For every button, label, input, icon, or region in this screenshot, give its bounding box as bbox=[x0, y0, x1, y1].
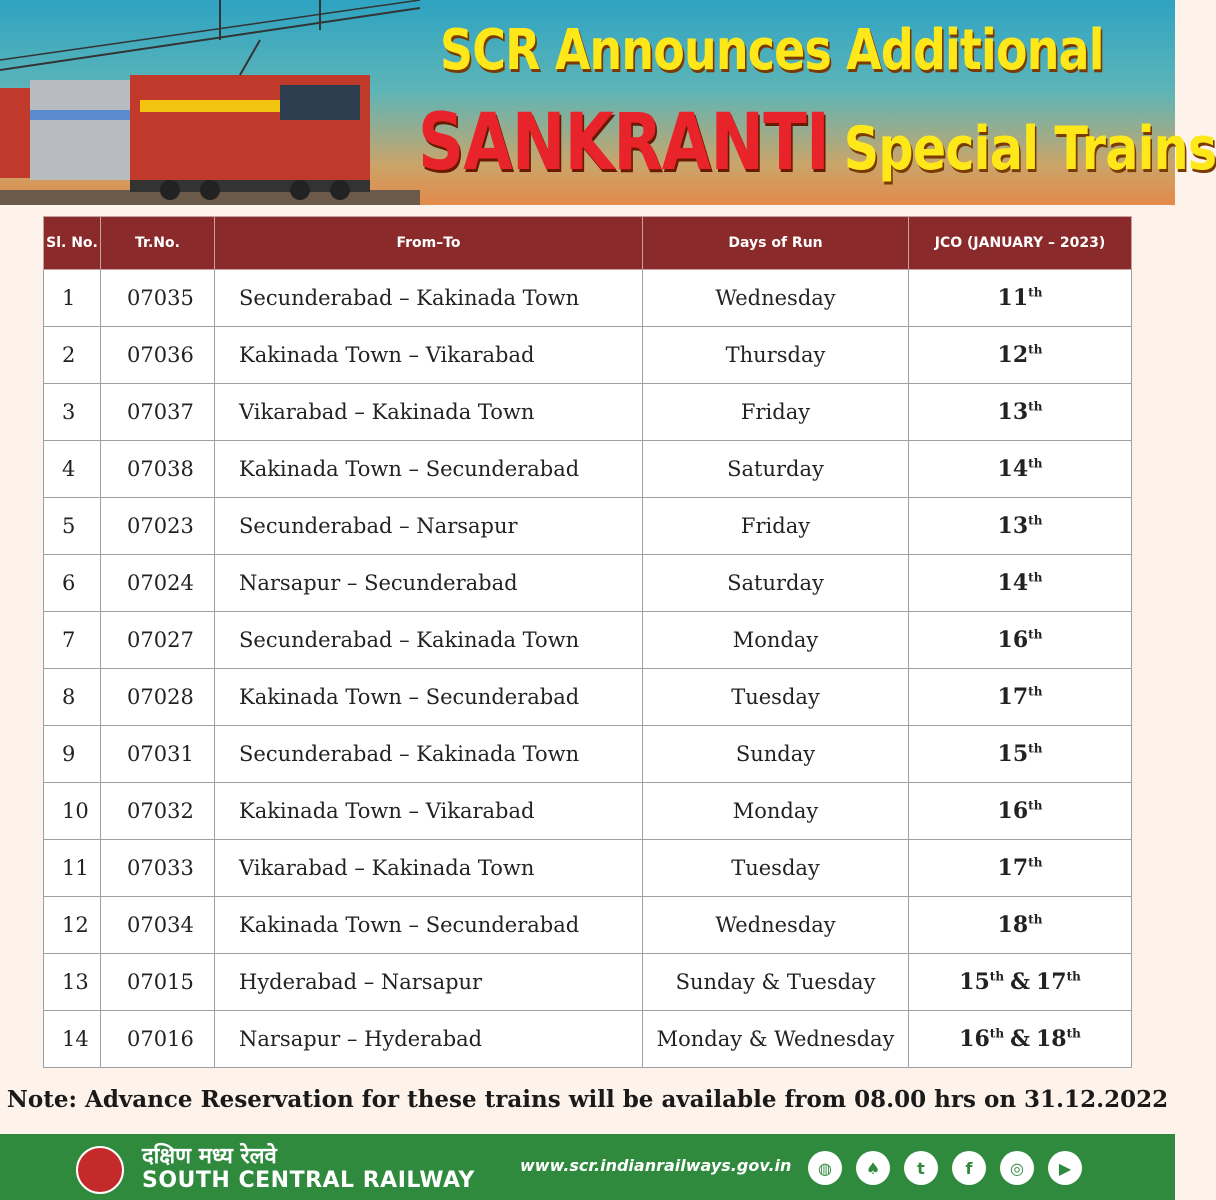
footer-bar bbox=[0, 1134, 1175, 1200]
jco-suffix: th bbox=[1028, 285, 1043, 300]
facebook-icon[interactable]: f bbox=[952, 1151, 986, 1185]
cell-train-no: 07032 bbox=[101, 783, 215, 840]
jco-suffix: th bbox=[1028, 741, 1043, 756]
jco-date: 15 bbox=[997, 741, 1029, 767]
cell-train-no: 07038 bbox=[101, 441, 215, 498]
globe-icon[interactable]: ◍ bbox=[808, 1151, 842, 1185]
footer-english-name: SOUTH CENTRAL RAILWAY bbox=[142, 1168, 475, 1193]
cell-jco bbox=[909, 555, 1132, 612]
cell-days: Friday bbox=[643, 384, 909, 441]
table-row bbox=[44, 954, 1132, 1011]
jco-suffix: th bbox=[1028, 399, 1043, 414]
jco-joiner: & bbox=[1010, 1026, 1030, 1052]
jco-suffix: th bbox=[1028, 798, 1043, 813]
table-row bbox=[44, 327, 1132, 384]
cell-days: Wednesday bbox=[643, 897, 909, 954]
jco-date: 11 bbox=[997, 285, 1029, 311]
cell-route: Vikarabad – Kakinada Town bbox=[215, 384, 643, 441]
cell-days: Thursday bbox=[643, 327, 909, 384]
cell-days: Sunday & Tuesday bbox=[643, 954, 909, 1011]
jco-date: 14 bbox=[997, 570, 1029, 596]
twitter-icon[interactable]: t bbox=[904, 1151, 938, 1185]
trains-table-container bbox=[43, 216, 1131, 1068]
cell-days: Tuesday bbox=[643, 840, 909, 897]
jco-suffix: th bbox=[1028, 342, 1043, 357]
cell-train-no: 07016 bbox=[101, 1011, 215, 1068]
cell-sl-no: 10 bbox=[44, 783, 101, 840]
cell-sl-no: 14 bbox=[44, 1011, 101, 1068]
cell-train-no: 07036 bbox=[101, 327, 215, 384]
cell-route: Narsapur – Hyderabad bbox=[215, 1011, 643, 1068]
cell-jco bbox=[909, 612, 1132, 669]
cell-jco bbox=[909, 270, 1132, 327]
cell-days: Sunday bbox=[643, 726, 909, 783]
cell-route: Kakinada Town – Vikarabad bbox=[215, 327, 643, 384]
cell-route: Hyderabad – Narsapur bbox=[215, 954, 643, 1011]
cell-route: Narsapur – Secunderabad bbox=[215, 555, 643, 612]
cell-days: Friday bbox=[643, 498, 909, 555]
cell-route: Kakinada Town – Secunderabad bbox=[215, 897, 643, 954]
cell-sl-no: 8 bbox=[44, 669, 101, 726]
cell-jco bbox=[909, 783, 1132, 840]
jco-suffix: th bbox=[1028, 627, 1043, 642]
cell-jco bbox=[909, 897, 1132, 954]
youtube-icon[interactable]: ▶ bbox=[1048, 1151, 1082, 1185]
jco-suffix: th bbox=[1066, 969, 1081, 984]
table-row bbox=[44, 612, 1132, 669]
cell-route: Secunderabad – Narsapur bbox=[215, 498, 643, 555]
cell-route: Secunderabad – Kakinada Town bbox=[215, 612, 643, 669]
jco-date: 12 bbox=[997, 342, 1029, 368]
cell-jco bbox=[909, 954, 1132, 1011]
cell-jco bbox=[909, 441, 1132, 498]
cell-jco bbox=[909, 498, 1132, 555]
cell-days: Monday & Wednesday bbox=[643, 1011, 909, 1068]
cell-sl-no: 12 bbox=[44, 897, 101, 954]
cell-jco bbox=[909, 327, 1132, 384]
jco-date: 13 bbox=[997, 399, 1029, 425]
cell-route: Kakinada Town – Secunderabad bbox=[215, 441, 643, 498]
cell-days: Wednesday bbox=[643, 270, 909, 327]
footer-hindi-name: दक्षिण मध्य रेलवे bbox=[142, 1144, 277, 1169]
table-row bbox=[44, 270, 1132, 327]
header-days-of-run: Days of Run bbox=[643, 217, 909, 270]
table-row bbox=[44, 1011, 1132, 1068]
jco-suffix: th bbox=[1028, 684, 1043, 699]
cell-sl-no: 9 bbox=[44, 726, 101, 783]
footer-website-link[interactable]: www.scr.indianrailways.gov.in bbox=[520, 1156, 792, 1175]
header-train-no: Tr.No. bbox=[101, 217, 215, 270]
cell-sl-no: 2 bbox=[44, 327, 101, 384]
jco-date: 14 bbox=[997, 456, 1029, 482]
cell-jco bbox=[909, 1011, 1132, 1068]
header-banner bbox=[0, 0, 1216, 205]
koo-icon[interactable]: ♠ bbox=[856, 1151, 890, 1185]
cell-sl-no: 6 bbox=[44, 555, 101, 612]
cell-train-no: 07033 bbox=[101, 840, 215, 897]
header-jco: JCO (JANUARY – 2023) bbox=[909, 217, 1132, 270]
cell-train-no: 07027 bbox=[101, 612, 215, 669]
cell-train-no: 07023 bbox=[101, 498, 215, 555]
cell-train-no: 07037 bbox=[101, 384, 215, 441]
cell-days: Tuesday bbox=[643, 669, 909, 726]
jco-date: 17 bbox=[997, 855, 1029, 881]
jco-date: 13 bbox=[997, 513, 1029, 539]
header-from-to: From–To bbox=[215, 217, 643, 270]
cell-route: Vikarabad – Kakinada Town bbox=[215, 840, 643, 897]
jco-suffix: th bbox=[989, 969, 1005, 984]
cell-sl-no: 3 bbox=[44, 384, 101, 441]
cell-sl-no: 4 bbox=[44, 441, 101, 498]
cell-train-no: 07035 bbox=[101, 270, 215, 327]
cell-route: Secunderabad – Kakinada Town bbox=[215, 726, 643, 783]
table-row bbox=[44, 840, 1132, 897]
jco-suffix: th bbox=[1028, 855, 1043, 870]
cell-train-no: 07015 bbox=[101, 954, 215, 1011]
table-row bbox=[44, 498, 1132, 555]
cell-sl-no: 11 bbox=[44, 840, 101, 897]
cell-days: Saturday bbox=[643, 441, 909, 498]
title-special-trains: Special Trains bbox=[843, 114, 1216, 184]
jco-joiner: & bbox=[1010, 969, 1030, 995]
jco-suffix: th bbox=[989, 1026, 1005, 1041]
cell-train-no: 07034 bbox=[101, 897, 215, 954]
instagram-icon[interactable]: ◎ bbox=[1000, 1151, 1034, 1185]
jco-date: 15 bbox=[959, 969, 990, 995]
cell-sl-no: 13 bbox=[44, 954, 101, 1011]
jco-date: 18 bbox=[1035, 1026, 1067, 1052]
locomotive-illustration bbox=[0, 40, 420, 205]
title-line-1: SCR Announces Additional bbox=[440, 18, 1104, 83]
jco-date: 17 bbox=[997, 684, 1029, 710]
jco-suffix: th bbox=[1028, 912, 1043, 927]
table-row bbox=[44, 726, 1132, 783]
cell-jco bbox=[909, 384, 1132, 441]
table-row bbox=[44, 783, 1132, 840]
jco-date: 16 bbox=[997, 627, 1029, 653]
cell-jco bbox=[909, 726, 1132, 783]
jco-date: 18 bbox=[997, 912, 1029, 938]
cell-sl-no: 5 bbox=[44, 498, 101, 555]
cell-days: Saturday bbox=[643, 555, 909, 612]
title-sankranti: SANKRANTI bbox=[418, 98, 829, 188]
trains-table bbox=[43, 216, 1132, 1068]
jco-suffix: th bbox=[1028, 456, 1043, 471]
indian-railways-logo bbox=[76, 1146, 124, 1194]
reservation-note: Note: Advance Reservation for these trains will be available from 08.00 hrs on 31.12.2022 bbox=[6, 1086, 1169, 1113]
cell-route: Kakinada Town – Secunderabad bbox=[215, 669, 643, 726]
title-line-2 bbox=[418, 98, 1216, 188]
jco-suffix: th bbox=[1066, 1026, 1081, 1041]
cell-train-no: 07028 bbox=[101, 669, 215, 726]
cell-jco bbox=[909, 840, 1132, 897]
table-row bbox=[44, 897, 1132, 954]
cell-jco bbox=[909, 669, 1132, 726]
table-row bbox=[44, 384, 1132, 441]
jco-date: 16 bbox=[959, 1026, 990, 1052]
table-header-row bbox=[44, 217, 1132, 270]
table-row bbox=[44, 669, 1132, 726]
cell-route: Kakinada Town – Vikarabad bbox=[215, 783, 643, 840]
cell-train-no: 07024 bbox=[101, 555, 215, 612]
table-row bbox=[44, 441, 1132, 498]
jco-date: 17 bbox=[1035, 969, 1067, 995]
cell-days: Monday bbox=[643, 612, 909, 669]
cell-sl-no: 7 bbox=[44, 612, 101, 669]
table-row bbox=[44, 555, 1132, 612]
jco-date: 16 bbox=[997, 798, 1029, 824]
jco-suffix: th bbox=[1028, 513, 1043, 528]
cell-train-no: 07031 bbox=[101, 726, 215, 783]
cell-sl-no: 1 bbox=[44, 270, 101, 327]
jco-suffix: th bbox=[1028, 570, 1043, 585]
cell-days: Monday bbox=[643, 783, 909, 840]
header-sl-no: Sl. No. bbox=[44, 217, 101, 270]
cell-route: Secunderabad – Kakinada Town bbox=[215, 270, 643, 327]
social-icons bbox=[808, 1151, 1082, 1185]
